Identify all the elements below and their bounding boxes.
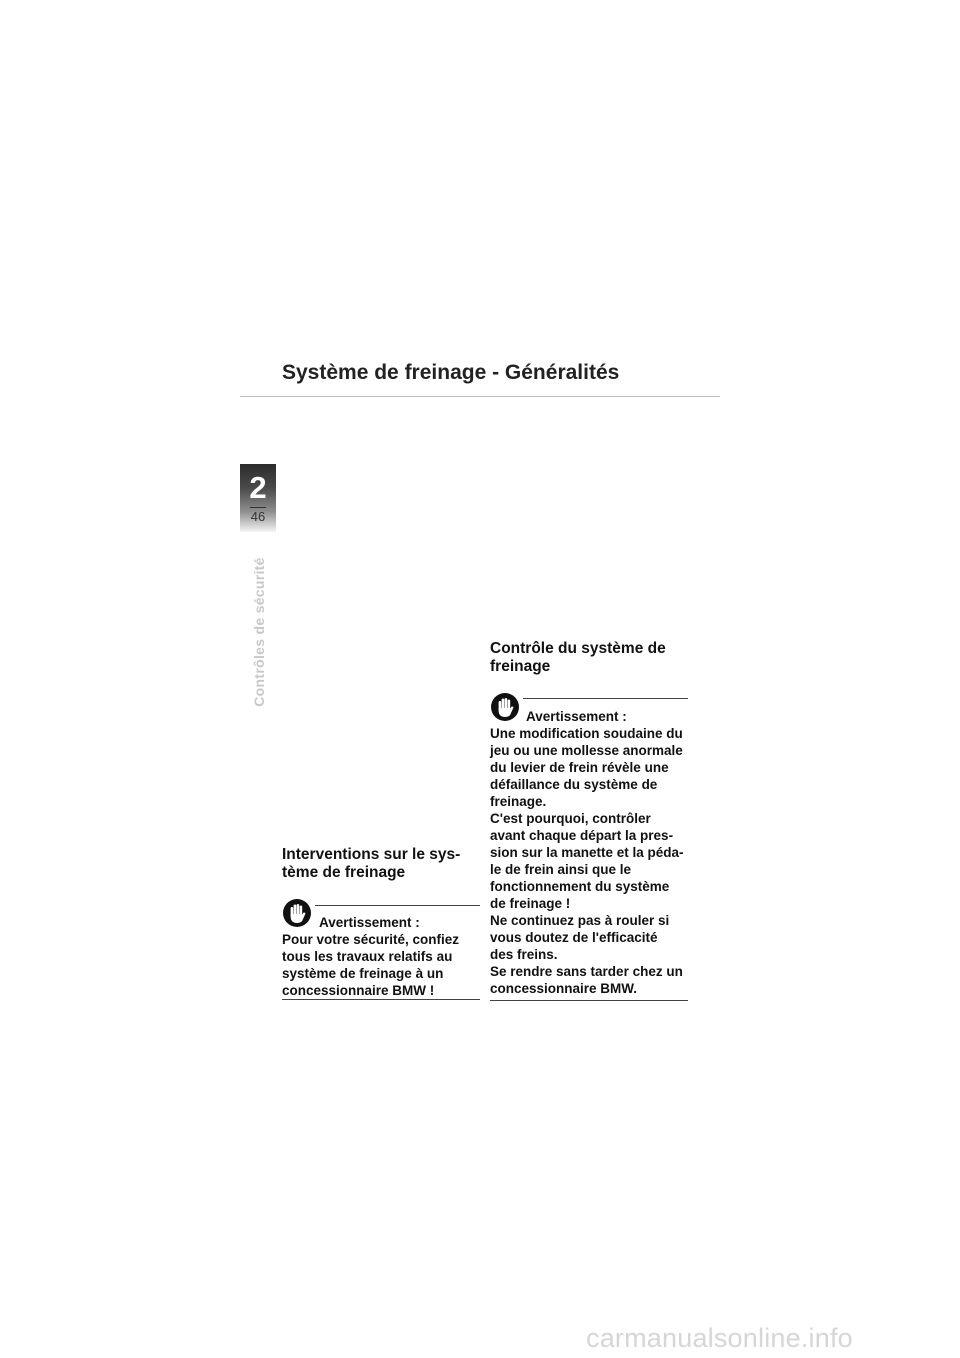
hand-stop-icon: [490, 692, 520, 722]
warning-title: Avertissement :: [526, 709, 627, 724]
watermark: carmanualsonline.info: [586, 1323, 853, 1353]
title-divider: [240, 396, 720, 397]
page-title: Système de freinage - Généralités: [282, 361, 620, 384]
page-number: 46: [250, 509, 266, 524]
chapter-number: 2: [249, 470, 267, 505]
warning-top-rule: [315, 905, 480, 906]
left-section-heading: Interventions sur le sys- tème de freinage: [282, 846, 461, 881]
warning-body: Pour votre sécurité, confiez tous les travaux relatifs au système de freinage à un concessionnaire BMW !: [282, 932, 460, 998]
hand-stop-icon: [282, 898, 312, 928]
warning-top-rule: [523, 698, 688, 699]
warning-body: Une modification soudaine du jeu ou une mollesse anormale du levier de frein révèle une défaillance du système de freinage. C'est pourquoi, contrôler avant chaque départ la pres- sion sur la manette et la péda- le de frein ainsi que le fonctionnement du système de freinage ! Ne continuez pas à rouler si vous doutez de l'efficacité des freins. Se rendre sans tarder chez un concessionnaire BMW.: [490, 726, 684, 996]
right-section-heading: Contrôle du système de freinage: [490, 640, 666, 675]
section-side-label: Contrôles de sécurité: [251, 557, 267, 707]
chapter-tab: [240, 464, 276, 532]
warning-bottom-rule: [282, 999, 480, 1000]
chapter-divider: [250, 507, 266, 508]
warning-title: Avertissement :: [319, 915, 420, 930]
warning-bottom-rule: [490, 1000, 688, 1001]
